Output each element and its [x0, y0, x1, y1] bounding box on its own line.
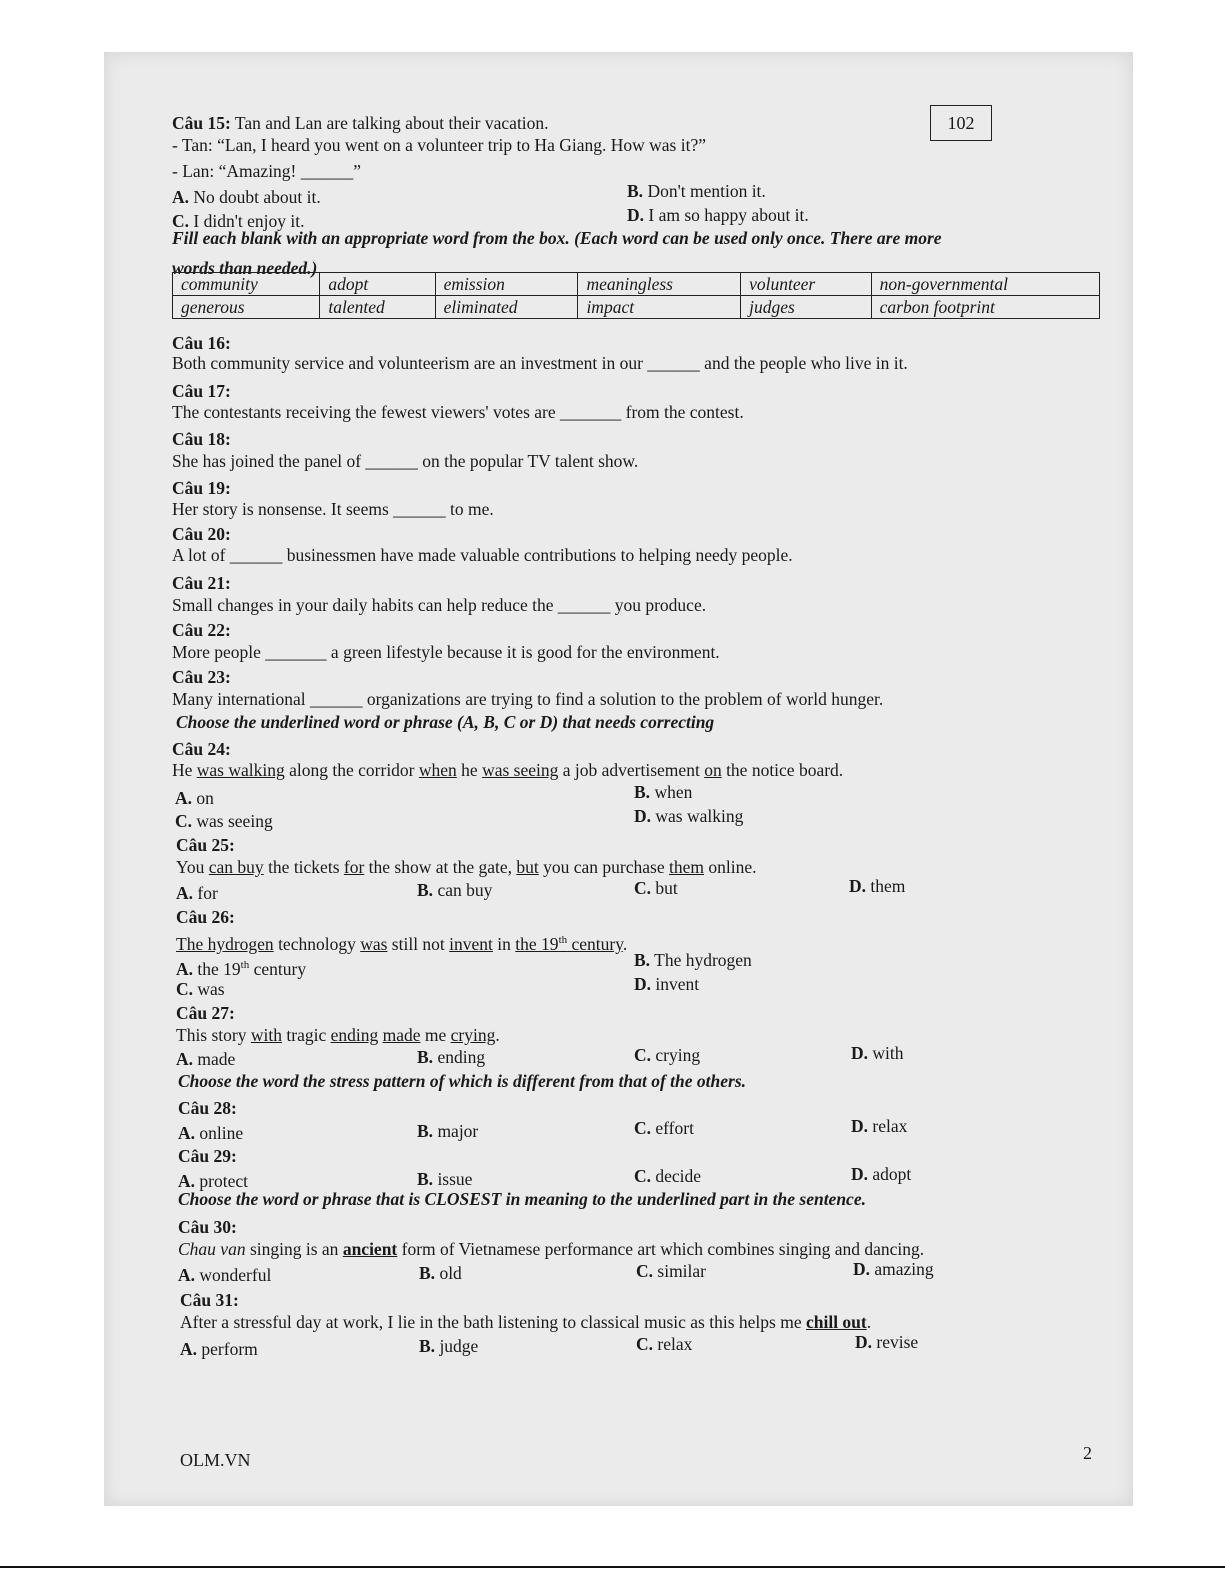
option-b: B. judge [419, 1336, 479, 1356]
option-a: A. protect [178, 1171, 248, 1191]
option-a: A. made [176, 1049, 236, 1069]
word-box [172, 272, 1100, 319]
question-24-number: Câu 24: [172, 739, 231, 759]
question-number: Câu 15: [172, 113, 231, 133]
option-c: C. relax [636, 1334, 693, 1354]
question-30-text: Chau van singing is an ancient form of Vietnamese performance art which combines singing and dancing. [178, 1239, 925, 1259]
option-a: A. No doubt about it. [172, 187, 321, 207]
option-b: B. when [634, 782, 693, 802]
question-22-number: Câu 22: [172, 620, 231, 640]
question-27-number: Câu 27: [176, 1003, 235, 1023]
option-d: D. amazing [853, 1259, 934, 1279]
question-18-number: Câu 18: [172, 429, 231, 449]
option-a: A. wonderful [178, 1265, 272, 1285]
question-31-number: Câu 31: [180, 1290, 239, 1310]
question-27-text: This story with tragic ending made me crying. [176, 1025, 500, 1045]
footer-site: OLM.VN [180, 1450, 251, 1470]
word-cell: talented [320, 296, 435, 319]
word-cell: eliminated [435, 296, 578, 319]
word-cell: adopt [320, 273, 435, 296]
question-25-text: You can buy the tickets for the show at the gate, but you can purchase them online. [176, 857, 757, 877]
question-21-number: Câu 21: [172, 573, 231, 593]
option-d: D. relax [851, 1116, 908, 1136]
word-cell: impact [578, 296, 741, 319]
option-a: A. on [175, 788, 214, 808]
question-20-text: A lot of ______ businessmen have made valuable contributions to helping needy people. [172, 545, 793, 565]
word-box-row [173, 273, 1100, 296]
question-21-text: Small changes in your daily habits can help reduce the ______ you produce. [172, 595, 707, 615]
bottom-divider [0, 1566, 1225, 1568]
option-a: A. perform [180, 1339, 258, 1359]
instruction-stress: Choose the word the stress pattern of which is different from that of the others. [178, 1071, 747, 1091]
question-16-text: Both community service and volunteerism are an investment in our ______ and the people who live in it. [172, 353, 908, 373]
question-29-number: Câu 29: [178, 1146, 237, 1166]
word-cell: meaningless [578, 273, 741, 296]
option-b: B. issue [417, 1169, 473, 1189]
option-c: C. effort [634, 1118, 694, 1138]
question-15 [172, 112, 549, 134]
option-d: D. was walking [634, 806, 744, 826]
question-26-text: The hydrogen technology was still not invent in the 19th century. [176, 933, 628, 954]
option-c: C. decide [634, 1166, 702, 1186]
option-d: D. adopt [851, 1164, 912, 1184]
word-cell: judges [741, 296, 872, 319]
dialogue-line-lan: - Lan: “Amazing! ______” [172, 161, 362, 181]
option-c: C. was seeing [175, 811, 273, 831]
option-b: B. The hydrogen [634, 950, 752, 970]
question-20-number: Câu 20: [172, 524, 231, 544]
question-26-number: Câu 26: [176, 907, 235, 927]
option-d: D. with [851, 1043, 904, 1063]
option-b: B. old [419, 1263, 462, 1283]
option-a: A. the 19th century [176, 958, 307, 979]
question-17-text: The contestants receiving the fewest viewers' votes are _______ from the contest. [172, 402, 744, 422]
option-c: C. was [176, 979, 225, 999]
instruction-correcting: Choose the underlined word or phrase (A, B, C or D) that needs correcting [176, 712, 715, 732]
option-d: D. them [849, 876, 906, 896]
word-cell: generous [173, 296, 320, 319]
option-c: C. crying [634, 1045, 701, 1065]
dialogue-line-tan: - Tan: “Lan, I heard you went on a volunteer trip to Ha Giang. How was it?” [172, 135, 706, 155]
question-28-number: Câu 28: [178, 1098, 237, 1118]
question-16-number: Câu 16: [172, 333, 231, 353]
exam-code-box: 102 [930, 105, 992, 141]
question-19-number: Câu 19: [172, 478, 231, 498]
question-19-text: Her story is nonsense. It seems ______ to me. [172, 499, 494, 519]
word-box-row [173, 296, 1100, 319]
option-d: D. I am so happy about it. [627, 205, 809, 225]
word-cell: non-governmental [871, 273, 1099, 296]
question-30-number: Câu 30: [178, 1217, 237, 1237]
question-23-number: Câu 23: [172, 667, 231, 687]
option-d: D. invent [634, 974, 700, 994]
question-25-number: Câu 25: [176, 835, 235, 855]
option-b: B. can buy [417, 880, 493, 900]
page-number: 2 [1083, 1443, 1092, 1463]
word-cell: community [173, 273, 320, 296]
option-c: C. I didn't enjoy it. [172, 211, 305, 231]
option-d: D. revise [855, 1332, 919, 1352]
option-b: B. ending [417, 1047, 486, 1067]
question-23-text: Many international ______ organizations are trying to find a solution to the problem of world hunger. [172, 689, 884, 709]
option-b: B. major [417, 1121, 479, 1141]
instruction-fill-blank-cont: words than needed.) [172, 258, 318, 278]
question-text: Tan and Lan are talking about their vacation. [230, 113, 549, 133]
word-cell: emission [435, 273, 578, 296]
instruction-fill-blank: Fill each blank with an appropriate word from the box. (Each word can be used only once. There are more [172, 228, 942, 248]
question-24-text: He was walking along the corridor when he was seeing a job advertisement on the notice board. [172, 760, 844, 780]
option-c: C. but [634, 878, 678, 898]
option-a: A. online [178, 1123, 244, 1143]
question-17-number: Câu 17: [172, 381, 231, 401]
question-18-text: She has joined the panel of ______ on the popular TV talent show. [172, 451, 639, 471]
option-a: A. for [176, 883, 218, 903]
question-31-text: After a stressful day at work, I lie in the bath listening to classical music as this helps me chill out. [180, 1312, 872, 1332]
instruction-closest: Choose the word or phrase that is CLOSEST in meaning to the underlined part in the sentence. [178, 1189, 866, 1209]
question-22-text: More people _______ a green lifestyle because it is good for the environment. [172, 642, 720, 662]
option-b: B. Don't mention it. [627, 181, 766, 201]
option-c: C. similar [636, 1261, 706, 1281]
word-cell: carbon footprint [871, 296, 1099, 319]
word-cell: volunteer [741, 273, 872, 296]
